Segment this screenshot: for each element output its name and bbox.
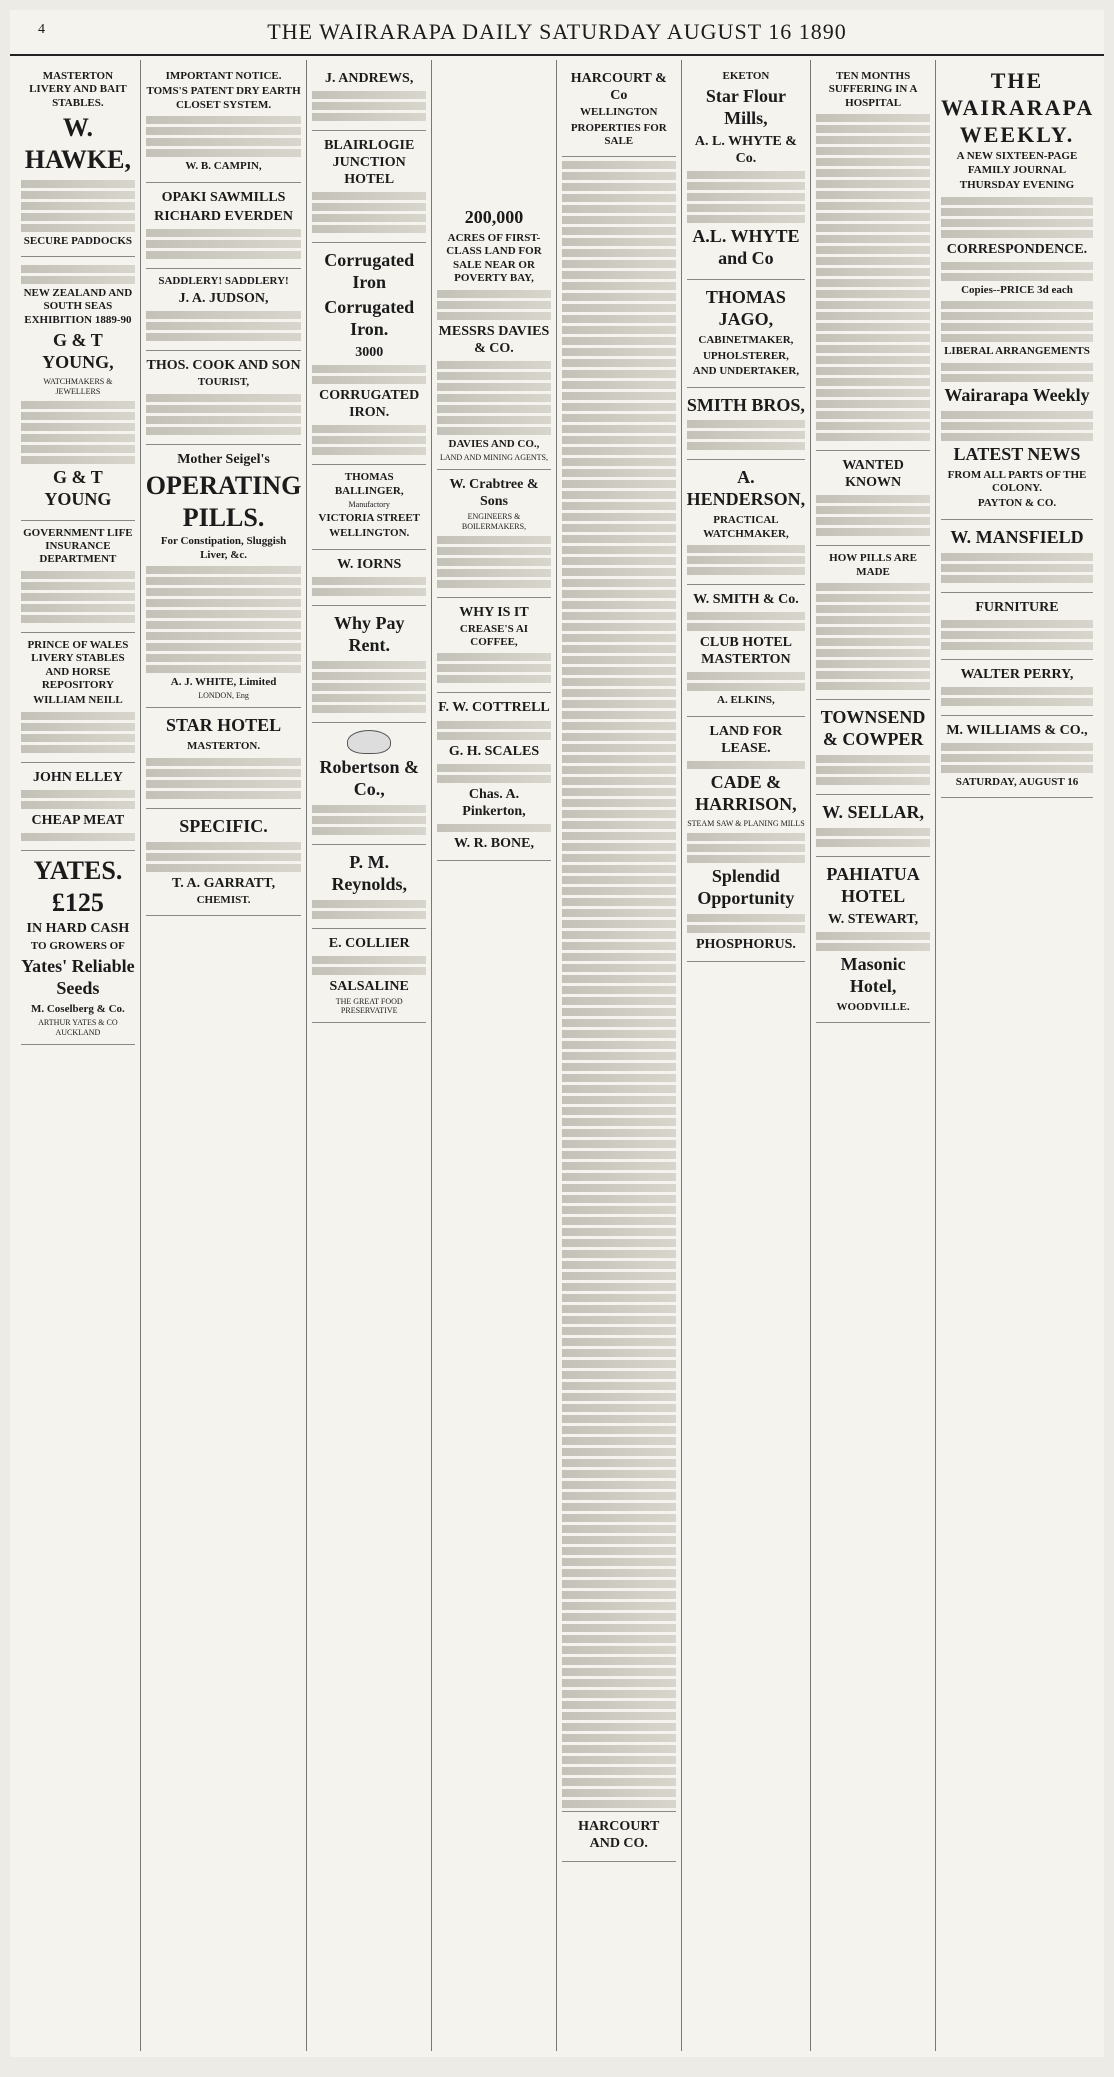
cerase: CREASE'S AI COFFEE, xyxy=(459,622,529,649)
saddlery: SADDLERY! SADDLERY! xyxy=(158,274,289,287)
salsaline: SALSALINE xyxy=(329,978,409,994)
prize-amount: £125 xyxy=(51,887,104,917)
weekly-2: Wairarapa Weekly xyxy=(944,384,1090,405)
property-heading: ACRES OF FIRST-CLASS LAND FOR SALE NEAR OR POVERTY BAY, xyxy=(446,231,542,285)
secure-paddocks: SECURE PADDOCKS xyxy=(23,234,133,247)
pahiatua: PAHIATUA HOTEL xyxy=(826,864,920,906)
harcourt-2: HARCOURT AND CO. xyxy=(578,1819,660,1852)
royal-arms-emblem xyxy=(347,730,391,754)
young-name: G & T YOUNG, xyxy=(42,330,114,373)
star-hotel: STAR HOTEL xyxy=(165,715,282,736)
hawke-name: W. HAWKE, xyxy=(24,113,131,174)
cottrell: F. W. COTTRELL xyxy=(438,700,550,716)
properties-heading: PROPERTIES FOR SALE xyxy=(570,121,667,147)
growers: TO GROWERS OF xyxy=(30,939,125,952)
page-number: 4 xyxy=(38,22,46,37)
correspondence: CORRESPONDENCE. xyxy=(946,241,1088,257)
wales-heading: PRINCE OF WALES LIVERY STABLES AND HORSE REPOSITORY xyxy=(27,638,129,692)
neill-name: WILLIAM NEILL xyxy=(33,694,123,707)
black-iron: CORRUGATED IRON. xyxy=(319,388,420,421)
insurance-heading: GOVERNMENT LIFE INSURANCE DEPARTMENT xyxy=(23,526,133,566)
perry: WALTER PERRY, xyxy=(960,666,1074,682)
andrews: J. ANDREWS, xyxy=(325,71,414,86)
coselberg: M. Coselberg & Co. xyxy=(30,1002,125,1015)
elley-name: JOHN ELLEY xyxy=(32,769,123,785)
land-lease: LAND FOR LEASE. xyxy=(709,723,783,756)
pinkerton: Chas. A. Pinkerton, xyxy=(462,786,526,819)
ballinger-sub: Manufactory xyxy=(348,500,390,510)
splendid: Splendid Opportunity xyxy=(697,865,795,908)
ballinger: THOMAS BALLINGER, xyxy=(334,471,404,497)
cade: CADE & HARRISON, xyxy=(695,771,797,814)
robertson: Robertson & Co., xyxy=(319,756,419,799)
latest-news: LATEST NEWS xyxy=(953,443,1081,464)
colony: FROM ALL PARTS OF THE COLONY. xyxy=(947,468,1087,494)
reynolds: P. M. Reynolds, xyxy=(331,851,407,894)
stables-heading: MASTERTON LIVERY AND BAIT STABLES. xyxy=(29,70,127,109)
column-4 xyxy=(432,60,557,2051)
yates-heading: YATES. xyxy=(33,856,123,885)
notice-heading: IMPORTANT NOTICE. xyxy=(165,70,282,82)
townsend: TOWNSEND & COWPER xyxy=(820,707,926,750)
constipation: For Constipation, Sluggish Liver, &c. xyxy=(160,535,287,561)
jago-sub: CABINETMAKER, xyxy=(698,334,794,347)
column-3 xyxy=(307,60,432,2051)
victoria: VICTORIA STREET xyxy=(318,511,420,524)
mansfield: W. MANSFIELD xyxy=(950,526,1084,547)
williams: M. WILLIAMS & CO., xyxy=(946,722,1088,738)
elkins: A. ELKINS, xyxy=(717,694,775,707)
months-heading: TEN MONTHS SUFFERING IN A HOSPITAL xyxy=(828,70,918,109)
sellar: W. SELLAR, xyxy=(822,802,925,823)
thursday-evening: THURSDAY EVENING xyxy=(959,179,1075,192)
eketon: EKETON xyxy=(722,70,770,82)
masthead-title: THE WAIRARAPA DAILY SATURDAY AUGUST 16 1890 xyxy=(267,19,847,44)
why-is-it: WHY IS IT xyxy=(459,604,529,620)
iron-2: Corrugated Iron. xyxy=(324,297,415,340)
column-2 xyxy=(141,60,308,2051)
davies-3: LAND AND MINING AGENTS, xyxy=(439,453,548,463)
white: A. J. WHITE, Limited xyxy=(170,676,277,689)
whyte: A. L. WHYTE & Co. xyxy=(694,134,797,167)
tourist: TOURIST, xyxy=(197,376,250,389)
column-1 xyxy=(16,60,141,2051)
young-name-2: G & T YOUNG xyxy=(44,466,112,509)
undertaker: AND UNDERTAKER, xyxy=(692,365,800,378)
london: LONDON, Eng xyxy=(198,691,249,701)
iorns: W. IORNS xyxy=(337,556,402,572)
column-grid xyxy=(16,60,1098,2051)
rent: Why Pay Rent. xyxy=(333,612,405,655)
smith-co: W. SMITH & Co. xyxy=(693,592,799,608)
specific: SPECIFIC. xyxy=(179,815,268,836)
furniture: FURNITURE xyxy=(975,599,1059,615)
collier: E. COLLIER xyxy=(328,935,410,951)
phosphorus: PHOSPHORUS. xyxy=(695,936,796,952)
closet-heading: TOMS'S PATENT DRY EARTH CLOSET SYSTEM. xyxy=(146,85,301,111)
garratt: T. A. GARRATT, xyxy=(172,875,276,891)
seeds-logo: Yates' Reliable Seeds xyxy=(21,955,135,998)
campin: W. B. CAMPIN, xyxy=(185,160,262,173)
davies-2: DAVIES AND CO., xyxy=(448,437,540,450)
club-hotel: CLUB HOTEL MASTERTON xyxy=(699,635,793,668)
newspaper-page xyxy=(10,10,1104,2057)
young-sub: WATCHMAKERS & JEWELLERS xyxy=(43,377,113,396)
salsaline-sub: THE GREAT FOOD PRESERVATIVE xyxy=(335,996,403,1016)
henderson: A. HENDERSON, xyxy=(686,467,806,510)
cook: THOS. COOK AND SON xyxy=(146,358,301,374)
star-masterton: MASTERTON. xyxy=(187,740,261,753)
whyte-2: A.L. WHYTE and Co xyxy=(692,226,800,269)
star-flour: Star Flour Mills, xyxy=(705,86,786,129)
weekly-title: THE WAIRARAPA WEEKLY. xyxy=(940,68,1095,147)
sawmills: OPAKI SAWMILLS xyxy=(161,189,286,205)
yates-auckland: ARTHUR YATES & CO AUCKLAND xyxy=(38,1018,118,1037)
wanted-known: WANTED KNOWN xyxy=(842,458,904,491)
seigel: Mother Seigel's xyxy=(177,451,270,467)
masonic: Masonic Hotel, xyxy=(840,954,906,996)
stewart: W. STEWART, xyxy=(828,911,919,927)
liberal: LIBERAL ARRANGEMENTS xyxy=(944,345,1090,358)
column-5 xyxy=(557,60,682,2051)
harcourt-wellington: WELLINGTON xyxy=(580,106,658,119)
scales: G. H. SCALES xyxy=(448,743,540,759)
iron: Corrugated Iron xyxy=(324,250,415,293)
sixteen-page: A NEW SIXTEEN-PAGE FAMILY JOURNAL xyxy=(956,150,1078,176)
blairlogie: BLAIRLOGIE JUNCTION HOTEL xyxy=(324,138,415,188)
column-6 xyxy=(682,60,812,2051)
upholsterer: UPHOLSTERER, xyxy=(702,349,789,362)
column-7 xyxy=(811,60,936,2051)
pills-heading: HOW PILLS ARE MADE xyxy=(829,552,917,578)
masthead xyxy=(10,10,1104,56)
saturday: SATURDAY, AUGUST 16 xyxy=(955,775,1079,788)
garratt-chemist: CHEMIST. xyxy=(196,893,251,906)
harcourt: HARCOURT & Co xyxy=(570,71,667,104)
judson: J. A. JUDSON, xyxy=(178,291,269,307)
cheap-meat: CHEAP MEAT xyxy=(31,812,125,828)
davies: MESSRS DAVIES & CO. xyxy=(438,323,550,356)
column-8 xyxy=(936,60,1098,2051)
crabtree-sub: ENGINEERS & BOILERMAKERS, xyxy=(461,512,527,531)
crabtree: W. Crabtree & Sons xyxy=(449,476,539,509)
iron-qty: 3000 xyxy=(355,345,384,361)
acres-amount: 200,000 xyxy=(464,207,524,227)
payton: PAYTON & CO. xyxy=(977,497,1057,510)
cade-sub: STEAM SAW & PLANING MILLS xyxy=(687,818,805,828)
henderson-sub: PRACTICAL WATCHMAKER, xyxy=(703,514,789,540)
bone: W. R. BONE, xyxy=(453,835,534,851)
copies-price: Copies--PRICE 3d each xyxy=(961,283,1073,296)
woodville: WOODVILLE. xyxy=(836,1000,910,1013)
victoria-wellington: WELLINGTON. xyxy=(329,527,410,540)
hard-cash: IN HARD CASH xyxy=(26,921,130,937)
everdon: RICHARD EVERDEN xyxy=(154,208,293,224)
operating-pills: OPERATING PILLS. xyxy=(145,470,302,532)
smith-bros: SMITH BROS, xyxy=(686,394,805,415)
jago: THOMAS JAGO, xyxy=(705,287,786,330)
exhibition-heading: NEW ZEALAND AND SOUTH SEAS EXHIBITION 1889-90 xyxy=(23,287,133,326)
